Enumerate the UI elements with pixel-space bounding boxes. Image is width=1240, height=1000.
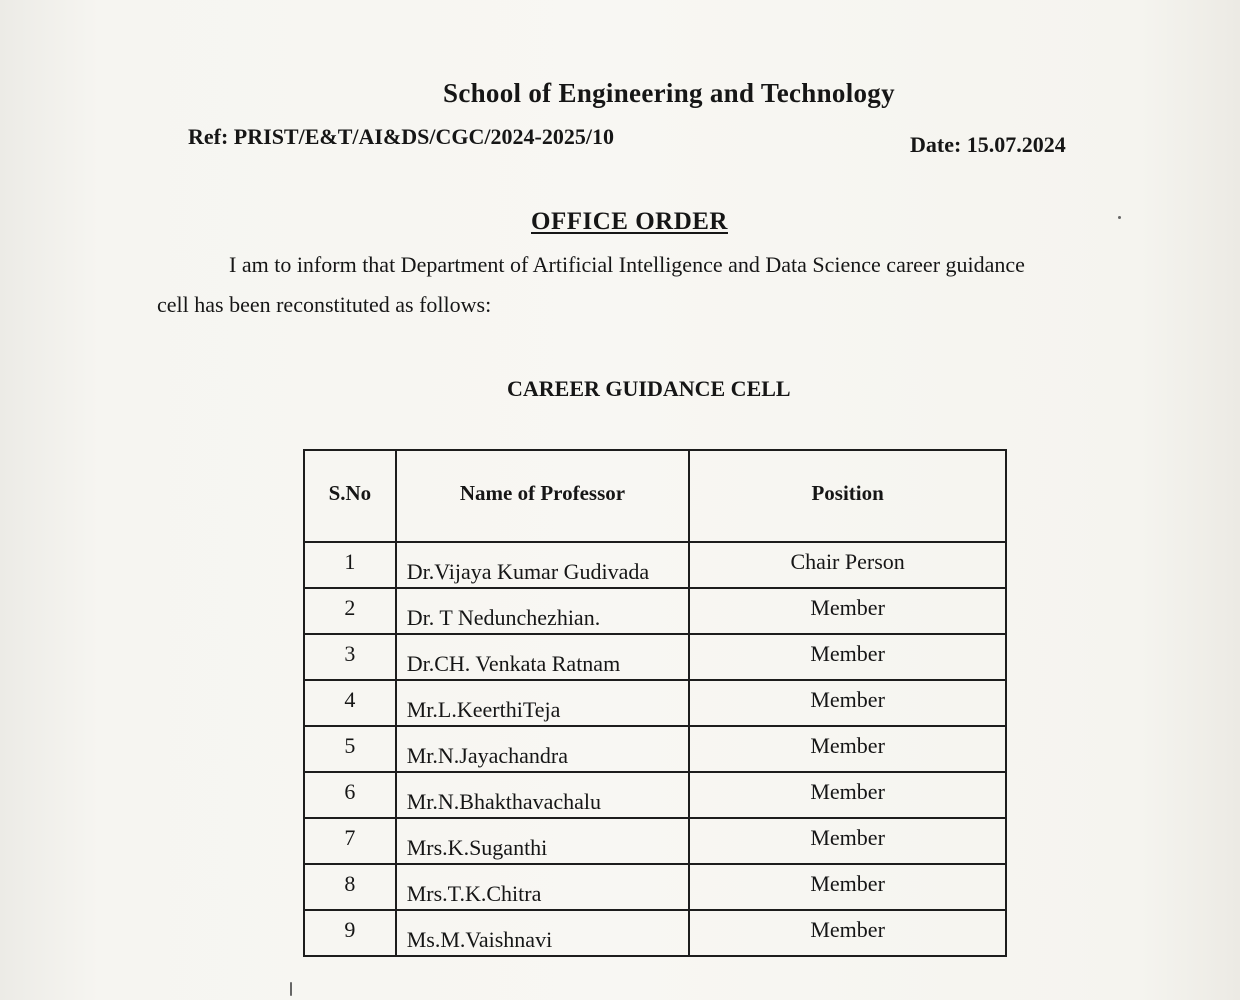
row-name: Ms.M.Vaishnavi [396, 910, 690, 956]
row-sno: 9 [304, 910, 396, 956]
paper-mark [290, 982, 292, 996]
row-sno: 5 [304, 726, 396, 772]
row-position: Chair Person [689, 542, 1006, 588]
cell-title: CAREER GUIDANCE CELL [507, 376, 791, 401]
row-name: Mr.N.Bhakthavachalu [396, 772, 690, 818]
row-position: Member [689, 634, 1006, 680]
row-position: Member [689, 680, 1006, 726]
row-position: Member [689, 726, 1006, 772]
row-name: Dr. T Nedunchezhian. [396, 588, 690, 634]
table-row [304, 772, 1006, 818]
row-position: Member [689, 772, 1006, 818]
row-sno: 4 [304, 680, 396, 726]
intro-text-line-2: cell has been reconstituted as follows: [157, 292, 492, 317]
row-sno: 3 [304, 634, 396, 680]
header-position: Position [689, 450, 1006, 542]
table-row [304, 864, 1006, 910]
row-name: Mr.L.KeerthiTeja [396, 680, 690, 726]
row-name: Mr.N.Jayachandra [396, 726, 690, 772]
reference-number: Ref: PRIST/E&T/AI&DS/CGC/2024-2025/10 [188, 124, 614, 149]
paper-speck [1118, 216, 1121, 219]
committee-table [303, 449, 1007, 957]
table-row [304, 818, 1006, 864]
row-position: Member [689, 910, 1006, 956]
table-row [304, 680, 1006, 726]
row-sno: 6 [304, 772, 396, 818]
header-name: Name of Professor [396, 450, 690, 542]
row-position: Member [689, 588, 1006, 634]
row-sno: 8 [304, 864, 396, 910]
school-title: School of Engineering and Technology [443, 78, 895, 108]
table-row [304, 588, 1006, 634]
row-sno: 7 [304, 818, 396, 864]
row-name: Dr.Vijaya Kumar Gudivada [396, 542, 690, 588]
row-sno: 1 [304, 542, 396, 588]
table-row [304, 910, 1006, 956]
table-header-row [304, 450, 1006, 542]
intro-text-line-1: I am to inform that Department of Artificial Intelligence and Data Science career guidance [229, 252, 1025, 277]
table-row [304, 542, 1006, 588]
office-order-heading: OFFICE ORDER [531, 208, 728, 235]
row-sno: 2 [304, 588, 396, 634]
row-position: Member [689, 864, 1006, 910]
row-position: Member [689, 818, 1006, 864]
order-date: Date: 15.07.2024 [910, 132, 1066, 157]
row-name: Dr.CH. Venkata Ratnam [396, 634, 690, 680]
row-name: Mrs.K.Suganthi [396, 818, 690, 864]
row-name: Mrs.T.K.Chitra [396, 864, 690, 910]
table-row [304, 726, 1006, 772]
header-sno: S.No [304, 450, 396, 542]
table-row [304, 634, 1006, 680]
